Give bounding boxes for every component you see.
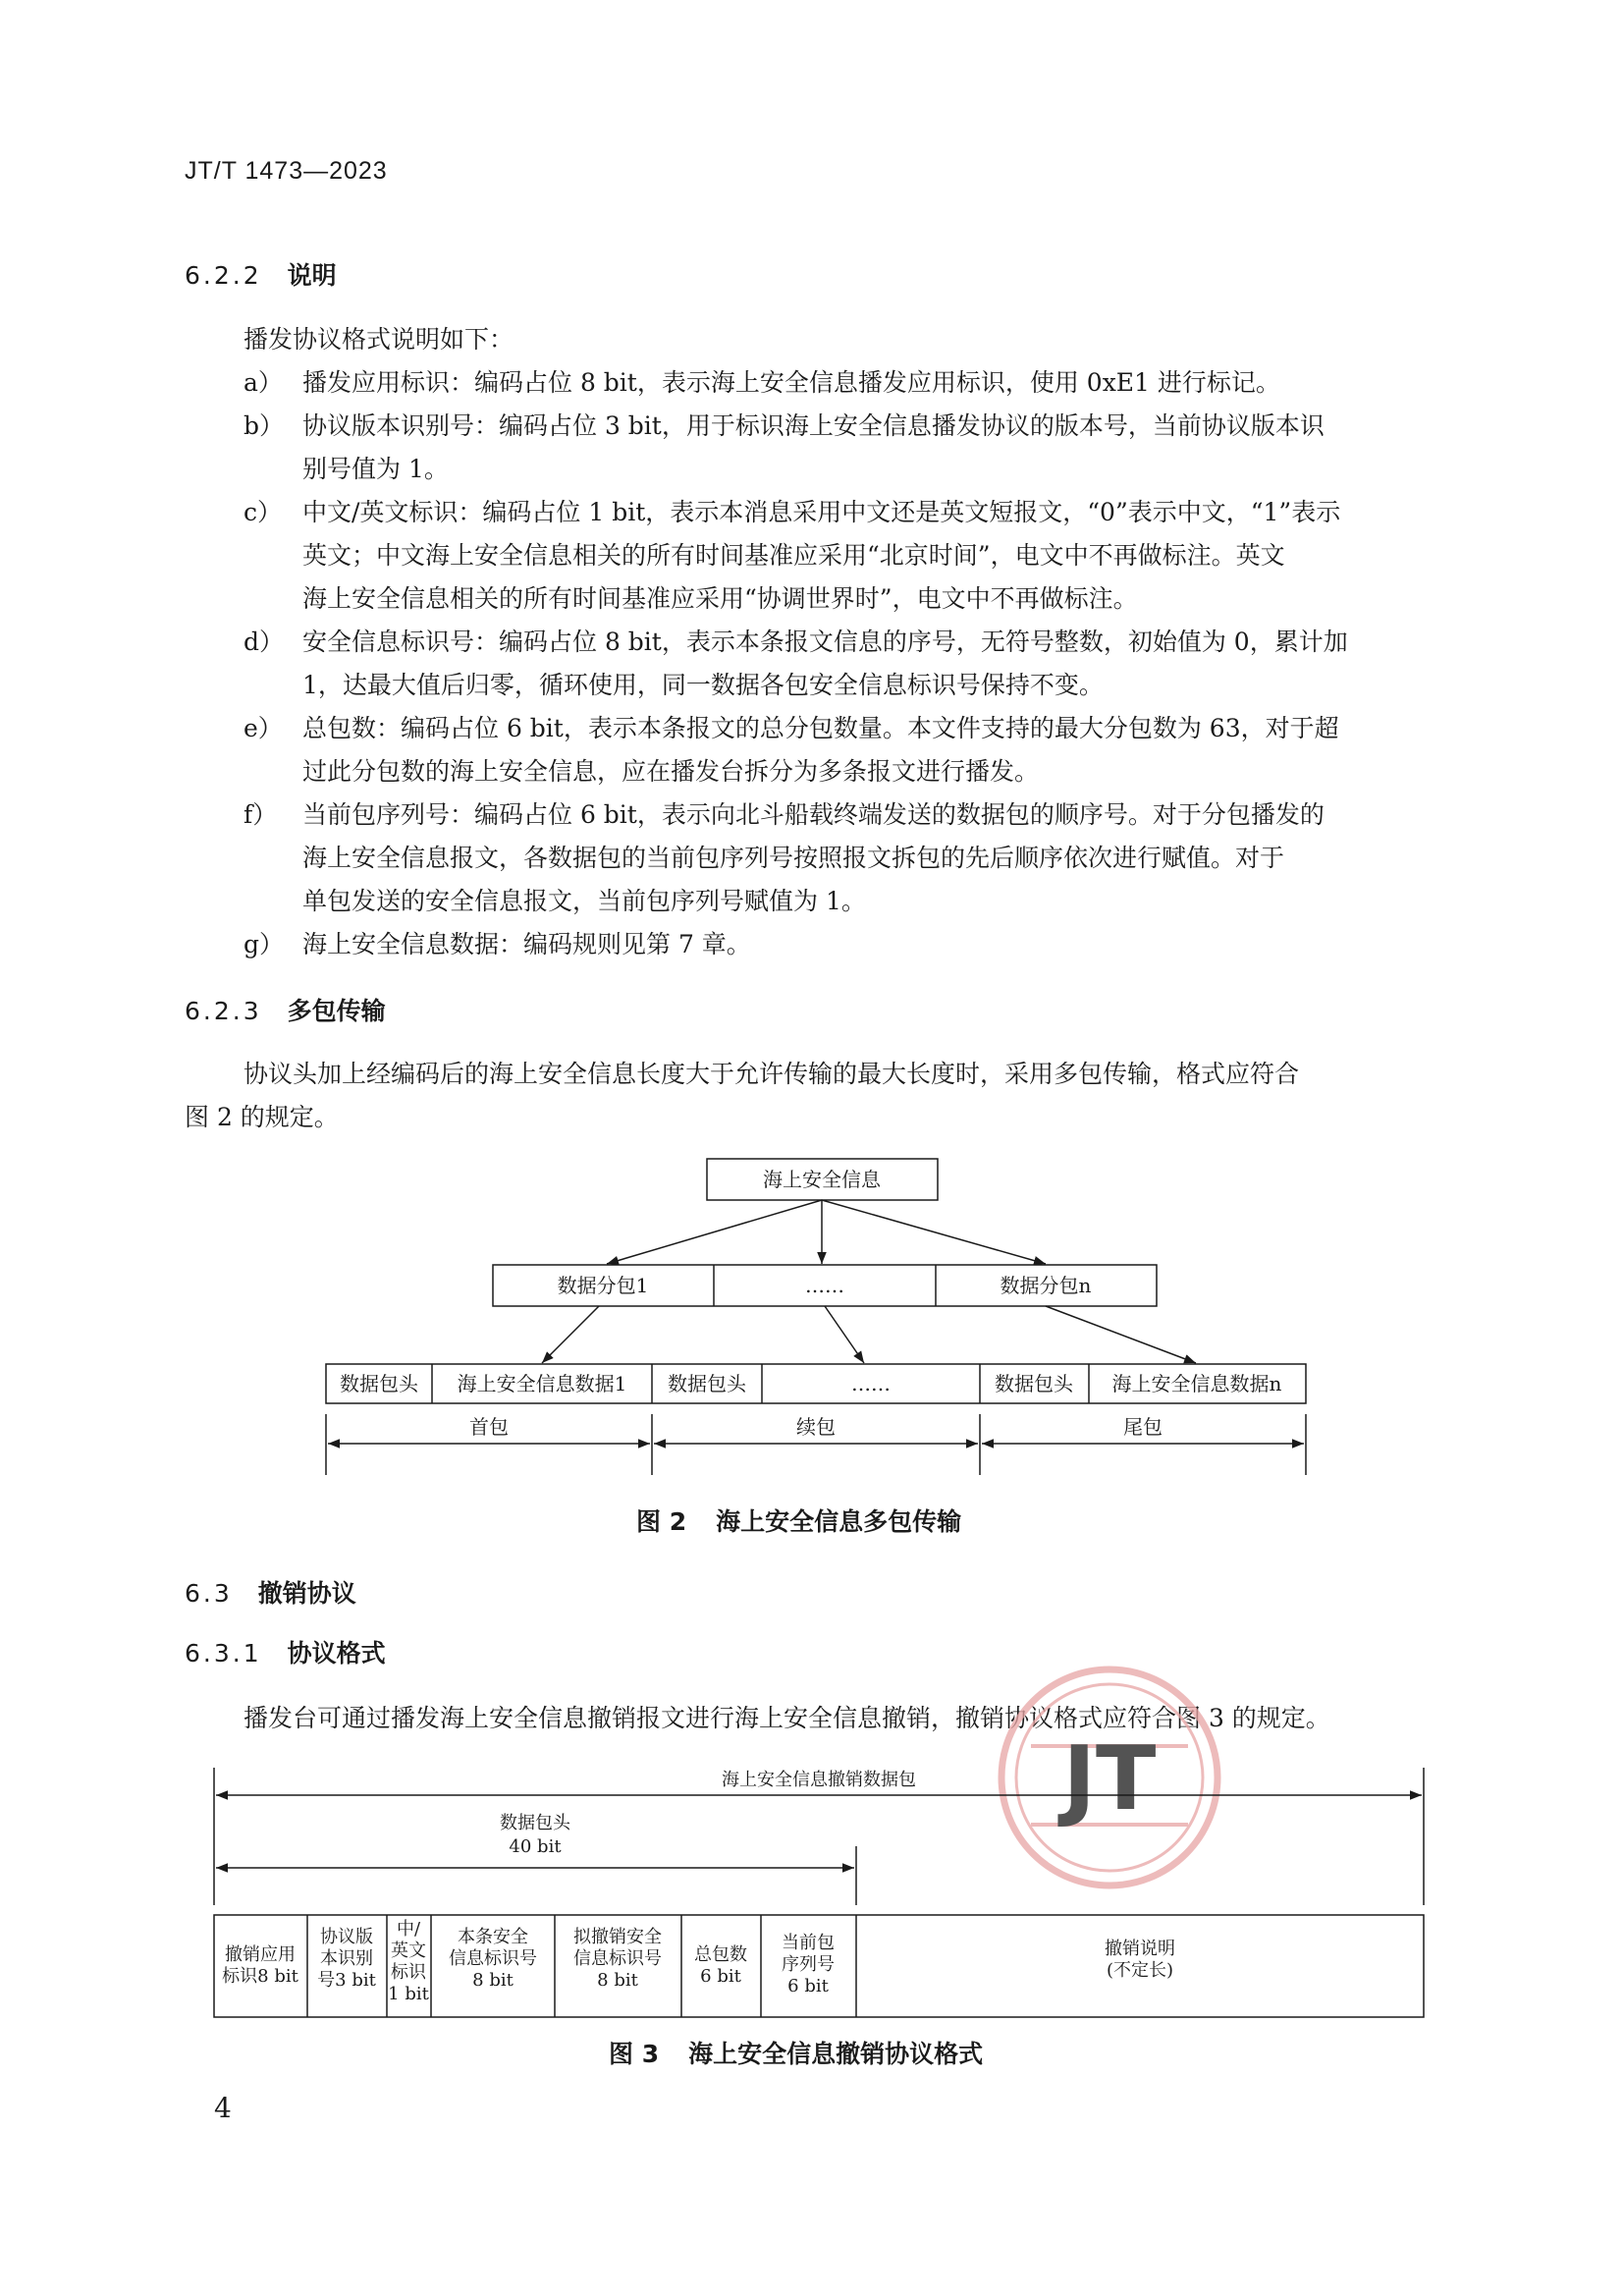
section-number: 6.2.3 [185,997,262,1025]
watermark-text: JT [1062,1727,1157,1831]
caption-text: 海上安全信息撤销协议格式 [688,2040,984,2068]
span-label: 尾包 [1123,1415,1163,1439]
field-text: 撤销应用 [225,1944,296,1965]
field-text: 拟撤销安全 [573,1927,662,1947]
list-text-line: 当前包序列号：编码占位 6 bit，表示向北斗船载终端发送的数据包的顺序号。对于分包播发的 [302,800,1325,829]
field-text: 当前包 [782,1933,835,1953]
list-label: c） [243,498,283,526]
paragraph-line: 图 2 的规定。 [185,1103,339,1131]
list-label: d） [243,628,285,656]
caption-number: 图 2 [636,1507,687,1536]
list-text-line: 1，达最大值后归零，循环使用，同一数据各包安全信息标识号保持不变。 [302,671,1104,699]
section-number: 6.3 [185,1579,233,1608]
packet-label: 数据分包1 [557,1274,649,1297]
field-text: 本识别 [320,1948,373,1969]
field-text: 英文 [391,1941,426,1961]
paragraph-line: 协议头加上经编码后的海上安全信息长度大于允许传输的最大长度时，采用多包传输，格式应符合 [243,1060,1300,1088]
span-label: 首包 [469,1415,509,1439]
row-cell: 海上安全信息数据1 [457,1372,627,1395]
section-title: 撤销协议 [257,1579,356,1608]
field-text: 总包数 [694,1944,747,1965]
list-label: b） [243,411,285,440]
list-label: f） [243,800,278,829]
row-cell: …… [851,1372,891,1395]
list-text-line: 播发应用标识：编码占位 8 bit，表示海上安全信息播发应用标识，使用 0xE1 进行标记。 [302,368,1280,397]
field-text: 中/ [396,1919,421,1940]
list-label: e） [243,714,283,742]
field-text: 信息标识号 [449,1948,537,1969]
list-text-line: 海上安全信息报文，各数据包的当前包序列号按照报文拆包的先后顺序依次进行赋值。对于 [302,844,1285,872]
list-text-line: 总包数：编码占位 6 bit，表示本条报文的总分包数量。本文件支持的最大分包数为 63，对于超 [302,714,1339,742]
standard-code: JT/T 1473—2023 [185,157,388,185]
list-label: g） [243,930,285,958]
list-text-line: 海上安全信息数据：编码规则见第 7 章。 [302,930,751,958]
row-cell: 数据包头 [995,1372,1073,1395]
field-text: 信息标识号 [573,1948,662,1969]
field-text: 序列号 [782,1954,835,1975]
figure-3-caption [609,2035,983,2070]
page-number: 4 [214,2092,232,2124]
field-text: 6 bit [700,1966,741,1987]
field-text: 号3 bit [317,1970,376,1991]
paragraph: 播发台可通过播发海上安全信息撤销报文进行海上安全信息撤销，撤销协议格式应符合图 3 的规定。 [243,1704,1330,1732]
section-title: 说明 [287,261,337,290]
list-text-line: 别号值为 1。 [302,455,449,483]
list-label: a） [243,368,283,397]
section-number: 6.2.2 [185,261,262,290]
row-cell: 数据包头 [668,1372,746,1395]
field-text: 1 bit [388,1984,429,2004]
span-label: 续包 [796,1415,836,1439]
row-cell: 数据包头 [340,1372,418,1395]
packet-label: 海上安全信息撤销数据包 [722,1770,916,1790]
section-number: 6.3.1 [185,1639,262,1667]
field-text: (不定长) [1106,1960,1174,1981]
header-bits: 40 bit [509,1836,562,1857]
row-cell: 海上安全信息数据n [1111,1372,1282,1395]
section-title: 协议格式 [287,1639,386,1667]
header-label: 数据包头 [500,1813,570,1833]
field-text: 8 bit [597,1970,638,1991]
list-text-line: 海上安全信息相关的所有时间基准应采用“协调世界时”，电文中不再做标注。 [302,584,1138,613]
list-text-line: 单包发送的安全信息报文，当前包序列号赋值为 1。 [302,887,866,915]
caption-text: 海上安全信息多包传输 [716,1507,962,1536]
field-text: 标识 [391,1962,426,1983]
field-text: 协议版 [320,1927,373,1947]
packet-label: …… [805,1274,844,1297]
list-text-line: 英文；中文海上安全信息相关的所有时间基准应采用“北京时间”，电文中不再做标注。英文 [302,541,1285,570]
section-title: 多包传输 [287,997,386,1025]
field-text: 本条安全 [458,1927,528,1947]
field-text: 标识8 bit [222,1966,298,1987]
caption-number: 图 3 [609,2040,660,2068]
list-text-line: 过此分包数的海上安全信息，应在播发台拆分为多条报文进行播发。 [302,757,1040,786]
list-text-line: 协议版本识别号：编码占位 3 bit，用于标识海上安全信息播发协议的版本号，当前协议版本识 [302,411,1325,440]
packet-label: 数据分包n [1000,1274,1092,1297]
list-text-line: 安全信息标识号：编码占位 8 bit，表示本条报文信息的序号，无符号整数，初始值为 0，累计加 [302,628,1348,656]
field-text: 6 bit [787,1976,829,1996]
list-text-line: 中文/英文标识：编码占位 1 bit，表示本消息采用中文还是英文短报文，“0”表示中文，“1”表示 [302,498,1341,526]
field-text: 撤销说明 [1105,1939,1175,1959]
field-text: 8 bit [472,1970,514,1991]
intro-paragraph: 播发协议格式说明如下： [243,325,514,354]
top-box-label: 海上安全信息 [763,1168,881,1191]
